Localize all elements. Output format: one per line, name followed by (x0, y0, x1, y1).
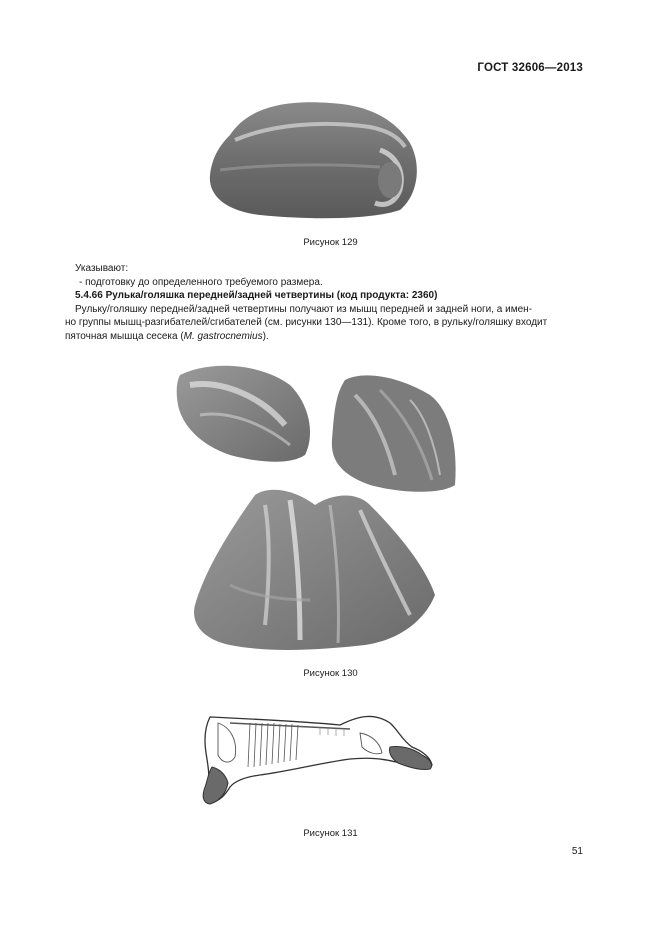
page-number: 51 (571, 846, 583, 857)
paragraph-line-3 (65, 330, 585, 344)
figure-130-caption: Рисунок 130 (303, 668, 358, 679)
paragraph-line-1: Рульку/голяшку передней/задней четвертины получают из мышц передней и задней ноги, а имен- (75, 303, 533, 315)
document-header: ГОСТ 32606—2013 (477, 62, 583, 74)
figure-129-image (200, 95, 425, 225)
figure-129-caption: Рисунок 129 (303, 237, 358, 248)
paragraph-line-3-post: ). (262, 330, 269, 342)
instruction-line: Указывают: (75, 263, 129, 274)
paragraph-line-2: но группы мышц-разгибателей/сгибателей (см. рисунки 130—131). Кроме того, в рульку/голяшку входит (65, 317, 548, 328)
section-text (65, 262, 585, 343)
latin-muscle-name: M. gastrocnemius (183, 330, 263, 342)
figure-130-image (170, 355, 470, 665)
figure-131-caption: Рисунок 131 (303, 828, 358, 839)
paragraph-line-3-pre: пяточная мышца сесека ( (65, 330, 184, 342)
figure-131-diagram (190, 705, 440, 815)
section-heading: 5.4.66 Рулька/голяшка передней/задней четвертины (код продукта: 2360) (75, 290, 438, 301)
instruction-item: - подготовку до определенного требуемого размера. (79, 276, 323, 288)
